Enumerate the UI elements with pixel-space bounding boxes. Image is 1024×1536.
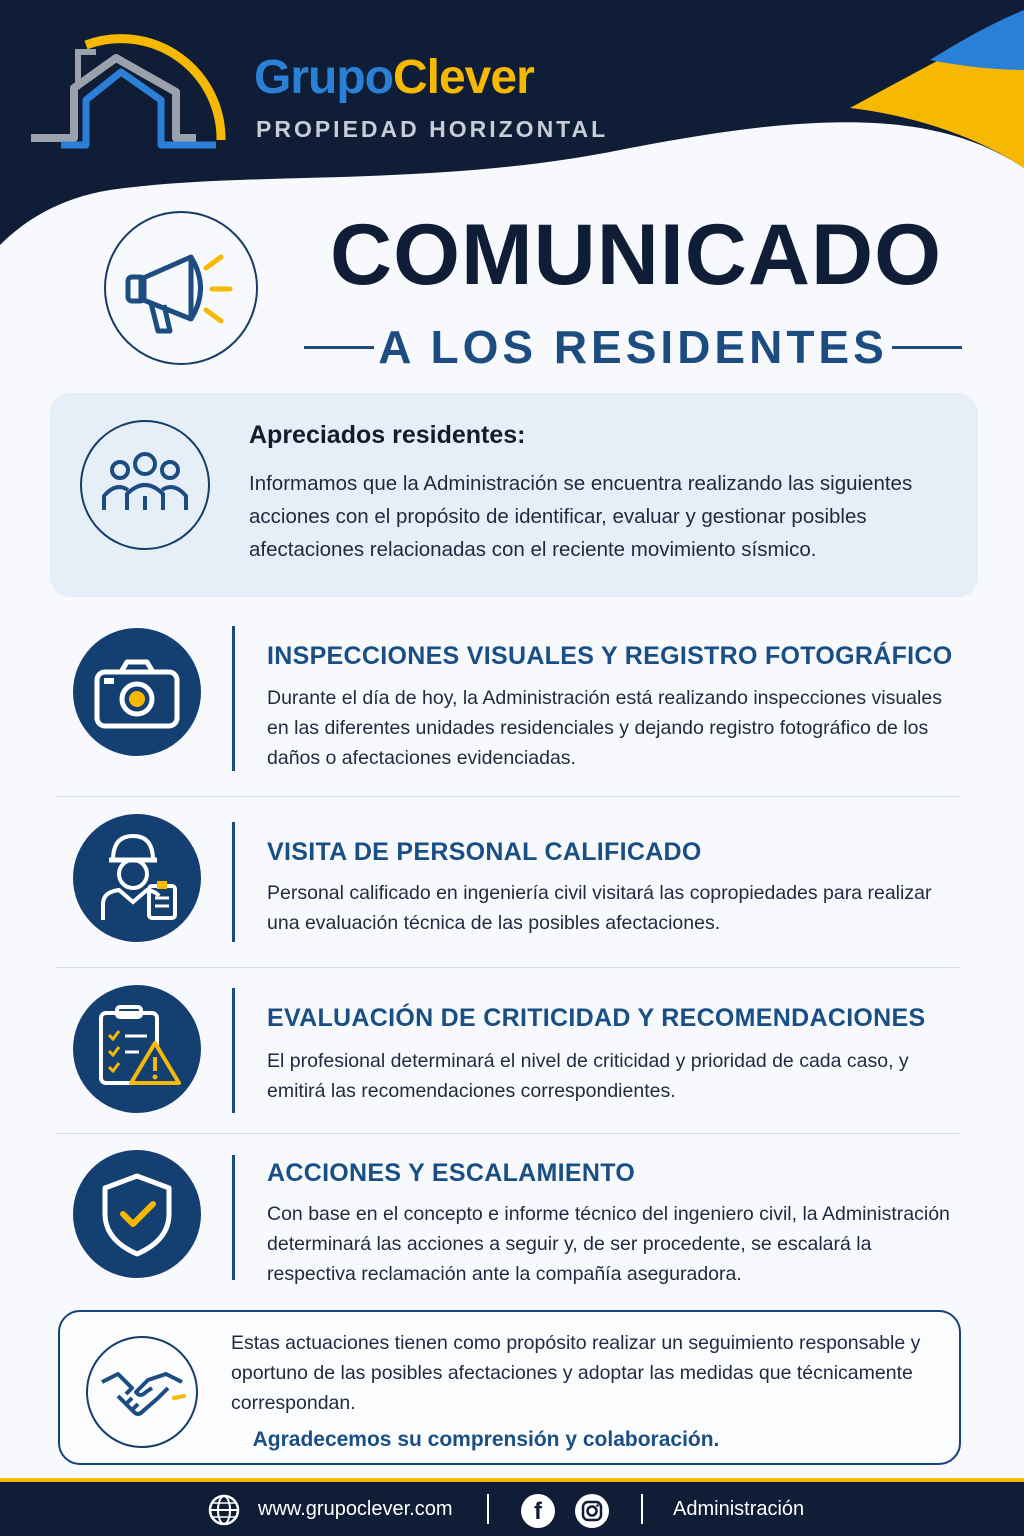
thanks-message: Agradecemos su comprensión y colaboración. bbox=[252, 1428, 720, 1451]
subtitle-divider-right bbox=[892, 346, 962, 349]
item-text: El profesional determinará el nivel de criticidad y prioridad de cada caso, y emitirá las recomendaciones correspondientes. bbox=[267, 1050, 909, 1102]
brand-subtitle: PROPIEDAD HORIZONTAL bbox=[256, 116, 609, 142]
residents-icon bbox=[82, 422, 208, 548]
globe-icon bbox=[207, 1493, 241, 1527]
item-accent-bar bbox=[232, 1155, 235, 1280]
megaphone-icon bbox=[106, 213, 256, 363]
item-title: INSPECCIONES VISUALES Y REGISTRO FOTOGRÁFICO bbox=[267, 642, 953, 670]
section-divider bbox=[56, 1133, 960, 1134]
camera-icon-circle bbox=[73, 628, 201, 756]
item-text: Con base en el concepto e informe técnico del ingeniero civil, la Administración determinará las acciones a seguir y, de ser procedente, se escalará la respectiva reclamación ante la compañía aseguradora. bbox=[267, 1203, 950, 1285]
item-accent-bar bbox=[232, 626, 235, 771]
footer bbox=[0, 1478, 1024, 1536]
brand-name-part2: Clever bbox=[392, 51, 534, 104]
handshake-icon-circle bbox=[86, 1336, 198, 1448]
engineer-icon-circle bbox=[73, 814, 201, 942]
item-text: Personal calificado en ingeniería civil visitará las copropiedades para realizar una evaluación técnica de las posibles afectaciones. bbox=[267, 882, 932, 934]
shield-check-icon-circle bbox=[73, 1150, 201, 1278]
item-accent-bar bbox=[232, 988, 235, 1113]
shield-check-icon bbox=[73, 1150, 201, 1278]
footer-divider bbox=[487, 1494, 489, 1524]
handshake-icon bbox=[88, 1338, 196, 1446]
item-text: Durante el día de hoy, la Administración está realizando inspecciones visuales en las diferentes unidades residenciales y dejando registro fotográfico de los daños o afectaciones evidenciadas. bbox=[267, 687, 942, 769]
brand-name-part1: Grupo bbox=[254, 51, 393, 104]
section-divider bbox=[56, 796, 960, 797]
intro-heading: Apreciados residentes: bbox=[249, 421, 526, 449]
intro-box bbox=[50, 393, 978, 597]
instagram-icon[interactable] bbox=[575, 1494, 609, 1528]
page-title: COMUNICADO bbox=[330, 207, 942, 303]
footer-admin-label: Administración bbox=[673, 1498, 805, 1520]
item-title: EVALUACIÓN DE CRITICIDAD Y RECOMENDACIONES bbox=[267, 1004, 926, 1032]
item-title: ACCIONES Y ESCALAMIENTO bbox=[267, 1159, 636, 1187]
engineer-icon bbox=[73, 814, 201, 942]
subtitle-block bbox=[304, 320, 962, 376]
intro-text: Informamos que la Administración se encuentra realizando las siguientes acciones con el propósito de identificar, evaluar y gestionar posibles afectaciones relacionadas con el reciente movimiento sísmico. bbox=[249, 472, 913, 561]
megaphone-icon-circle bbox=[104, 211, 258, 365]
residents-icon-circle bbox=[80, 420, 210, 550]
company-logo bbox=[26, 30, 226, 155]
closing-box bbox=[58, 1310, 961, 1465]
brand-name bbox=[254, 50, 534, 105]
checklist-warning-icon-circle bbox=[73, 985, 201, 1113]
closing-text: Estas actuaciones tienen como propósito realizar un seguimiento responsable y oportuno de las posibles afectaciones y adoptar las medidas que técnicamente correspondan. bbox=[231, 1332, 921, 1414]
footer-divider bbox=[641, 1494, 643, 1524]
page-subtitle: A LOS RESIDENTES bbox=[378, 321, 888, 373]
camera-icon bbox=[73, 628, 201, 756]
section-divider bbox=[56, 967, 960, 968]
item-accent-bar bbox=[232, 822, 235, 942]
facebook-icon[interactable]: f bbox=[521, 1494, 555, 1528]
checklist-warning-icon bbox=[73, 985, 201, 1113]
item-title: VISITA DE PERSONAL CALIFICADO bbox=[267, 838, 702, 866]
website-link[interactable]: www.grupoclever.com bbox=[258, 1498, 453, 1520]
